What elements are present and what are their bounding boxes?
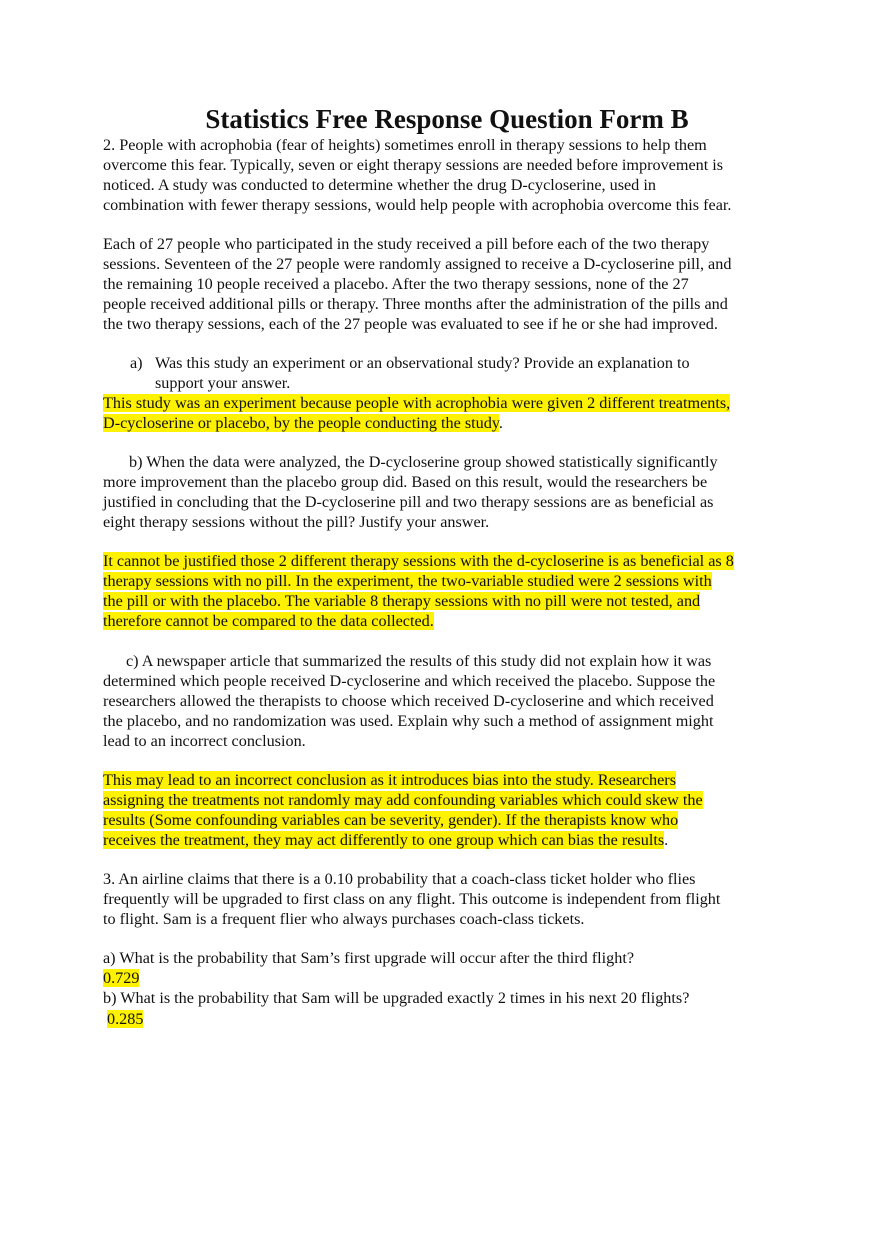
- q2-setup-line: the two therapy sessions, each of the 27 people was evaluated to see if he or she had improved.: [103, 315, 718, 333]
- q2b-question-line: justified in concluding that the D-cycloserine pill and two therapy sessions are as beneficial as: [103, 493, 714, 511]
- q2a-answer-line: [103, 393, 730, 413]
- q2-setup-line: the remaining 10 people received a placebo. After the two therapy sessions, none of the 27: [103, 275, 689, 293]
- highlighted-answer: therefore cannot be compared to the data collected.: [103, 612, 434, 630]
- highlighted-answer: This study was an experiment because people with acrophobia were given 2 different treatments,: [103, 394, 731, 412]
- q2c-answer-line: [103, 810, 678, 830]
- q3b-answer-line: [107, 1009, 143, 1029]
- highlighted-answer: results (Some confounding variables can be severity, gender). If the therapists know who: [103, 811, 679, 829]
- highlighted-answer: the pill or with the placebo. The variable 8 therapy sessions with no pill were not tested, and: [103, 592, 701, 610]
- q2c-answer-line: [103, 770, 676, 790]
- q3b-question: b) What is the probability that Sam will be upgraded exactly 2 times in his next 20 flights?: [103, 989, 690, 1007]
- highlighted-answer: D-cycloserine or placebo, by the people conducting the study: [103, 414, 499, 432]
- q2c-question-line: lead to an incorrect conclusion.: [103, 732, 306, 750]
- q2c-question-line: determined which people received D-cycloserine and which received the placebo. Suppose the: [103, 672, 716, 690]
- q2-intro-line: combination with fewer therapy sessions, would help people with acrophobia overcome this fear.: [103, 196, 732, 214]
- q2a-answer-line: [103, 413, 503, 433]
- q2b-question-line: more improvement than the placebo group did. Based on this result, would the researchers be: [103, 473, 708, 491]
- q2b-answer-line: [103, 551, 734, 571]
- highlighted-answer: 0.729: [103, 969, 140, 987]
- q2b-answer-line: [103, 571, 712, 591]
- answer-tail: .: [498, 414, 503, 432]
- q2c-answer-line: [103, 830, 668, 850]
- q2c-question-line: c) A newspaper article that summarized the results of this study did not explain how it was: [126, 652, 712, 670]
- highlighted-answer: assigning the treatments not randomly may add confounding variables which could skew the: [103, 791, 703, 809]
- q2-intro-line: noticed. A study was conducted to determine whether the drug D-cycloserine, used in: [103, 176, 656, 194]
- q2b-question-line: b) When the data were analyzed, the D-cycloserine group showed statistically significantly: [129, 453, 718, 471]
- q3a-answer-line: [103, 968, 139, 988]
- q2c-question-line: the placebo, and no randomization was used. Explain why such a method of assignment might: [103, 712, 714, 730]
- highlighted-answer: It cannot be justified those 2 different therapy sessions with the d-cycloserine is as beneficial as 8: [103, 552, 734, 570]
- q2c-question-line: researchers allowed the therapists to choose which received D-cycloserine and which received: [103, 692, 714, 710]
- q3-intro-line: frequently will be upgraded to first class on any flight. This outcome is independent from flight: [103, 890, 721, 908]
- highlighted-answer: 0.285: [107, 1010, 144, 1028]
- q2a-label: a): [130, 354, 143, 372]
- q2-setup-line: Each of 27 people who participated in the study received a pill before each of the two therapy: [103, 235, 710, 253]
- q3a-question: a) What is the probability that Sam’s first upgrade will occur after the third flight?: [103, 949, 635, 967]
- q2b-question-line: eight therapy sessions without the pill? Justify your answer.: [103, 513, 490, 531]
- q2a-question-line: support your answer.: [155, 374, 291, 392]
- answer-tail: .: [664, 831, 669, 849]
- q3-intro-line: to flight. Sam is a frequent flier who always purchases coach-class tickets.: [103, 910, 585, 928]
- q2b-answer-line: [103, 591, 700, 611]
- highlighted-answer: therapy sessions with no pill. In the experiment, the two-variable studied were 2 sessions with: [103, 572, 712, 590]
- q2-intro-line: 2. People with acrophobia (fear of heights) sometimes enroll in therapy sessions to help them: [103, 136, 707, 154]
- q2-setup-line: people received additional pills or therapy. Three months after the administration of the pills and: [103, 295, 728, 313]
- highlighted-answer: This may lead to an incorrect conclusion as it introduces bias into the study. Researchers: [103, 771, 676, 789]
- page-title: Statistics Free Response Question Form B: [205, 104, 689, 134]
- q2-intro-line: overcome this fear. Typically, seven or eight therapy sessions are needed before improvement is: [103, 156, 724, 174]
- q2a-question-line: Was this study an experiment or an observational study? Provide an explanation to: [155, 354, 690, 372]
- q3-intro-line: 3. An airline claims that there is a 0.10 probability that a coach-class ticket holder who flies: [103, 870, 696, 888]
- q2-setup-line: sessions. Seventeen of the 27 people were randomly assigned to receive a D-cycloserine pill, and: [103, 255, 732, 273]
- q2b-answer-line: [103, 611, 434, 631]
- highlighted-answer: receives the treatment, they may act differently to one group which can bias the results: [103, 831, 665, 849]
- q2c-answer-line: [103, 790, 703, 810]
